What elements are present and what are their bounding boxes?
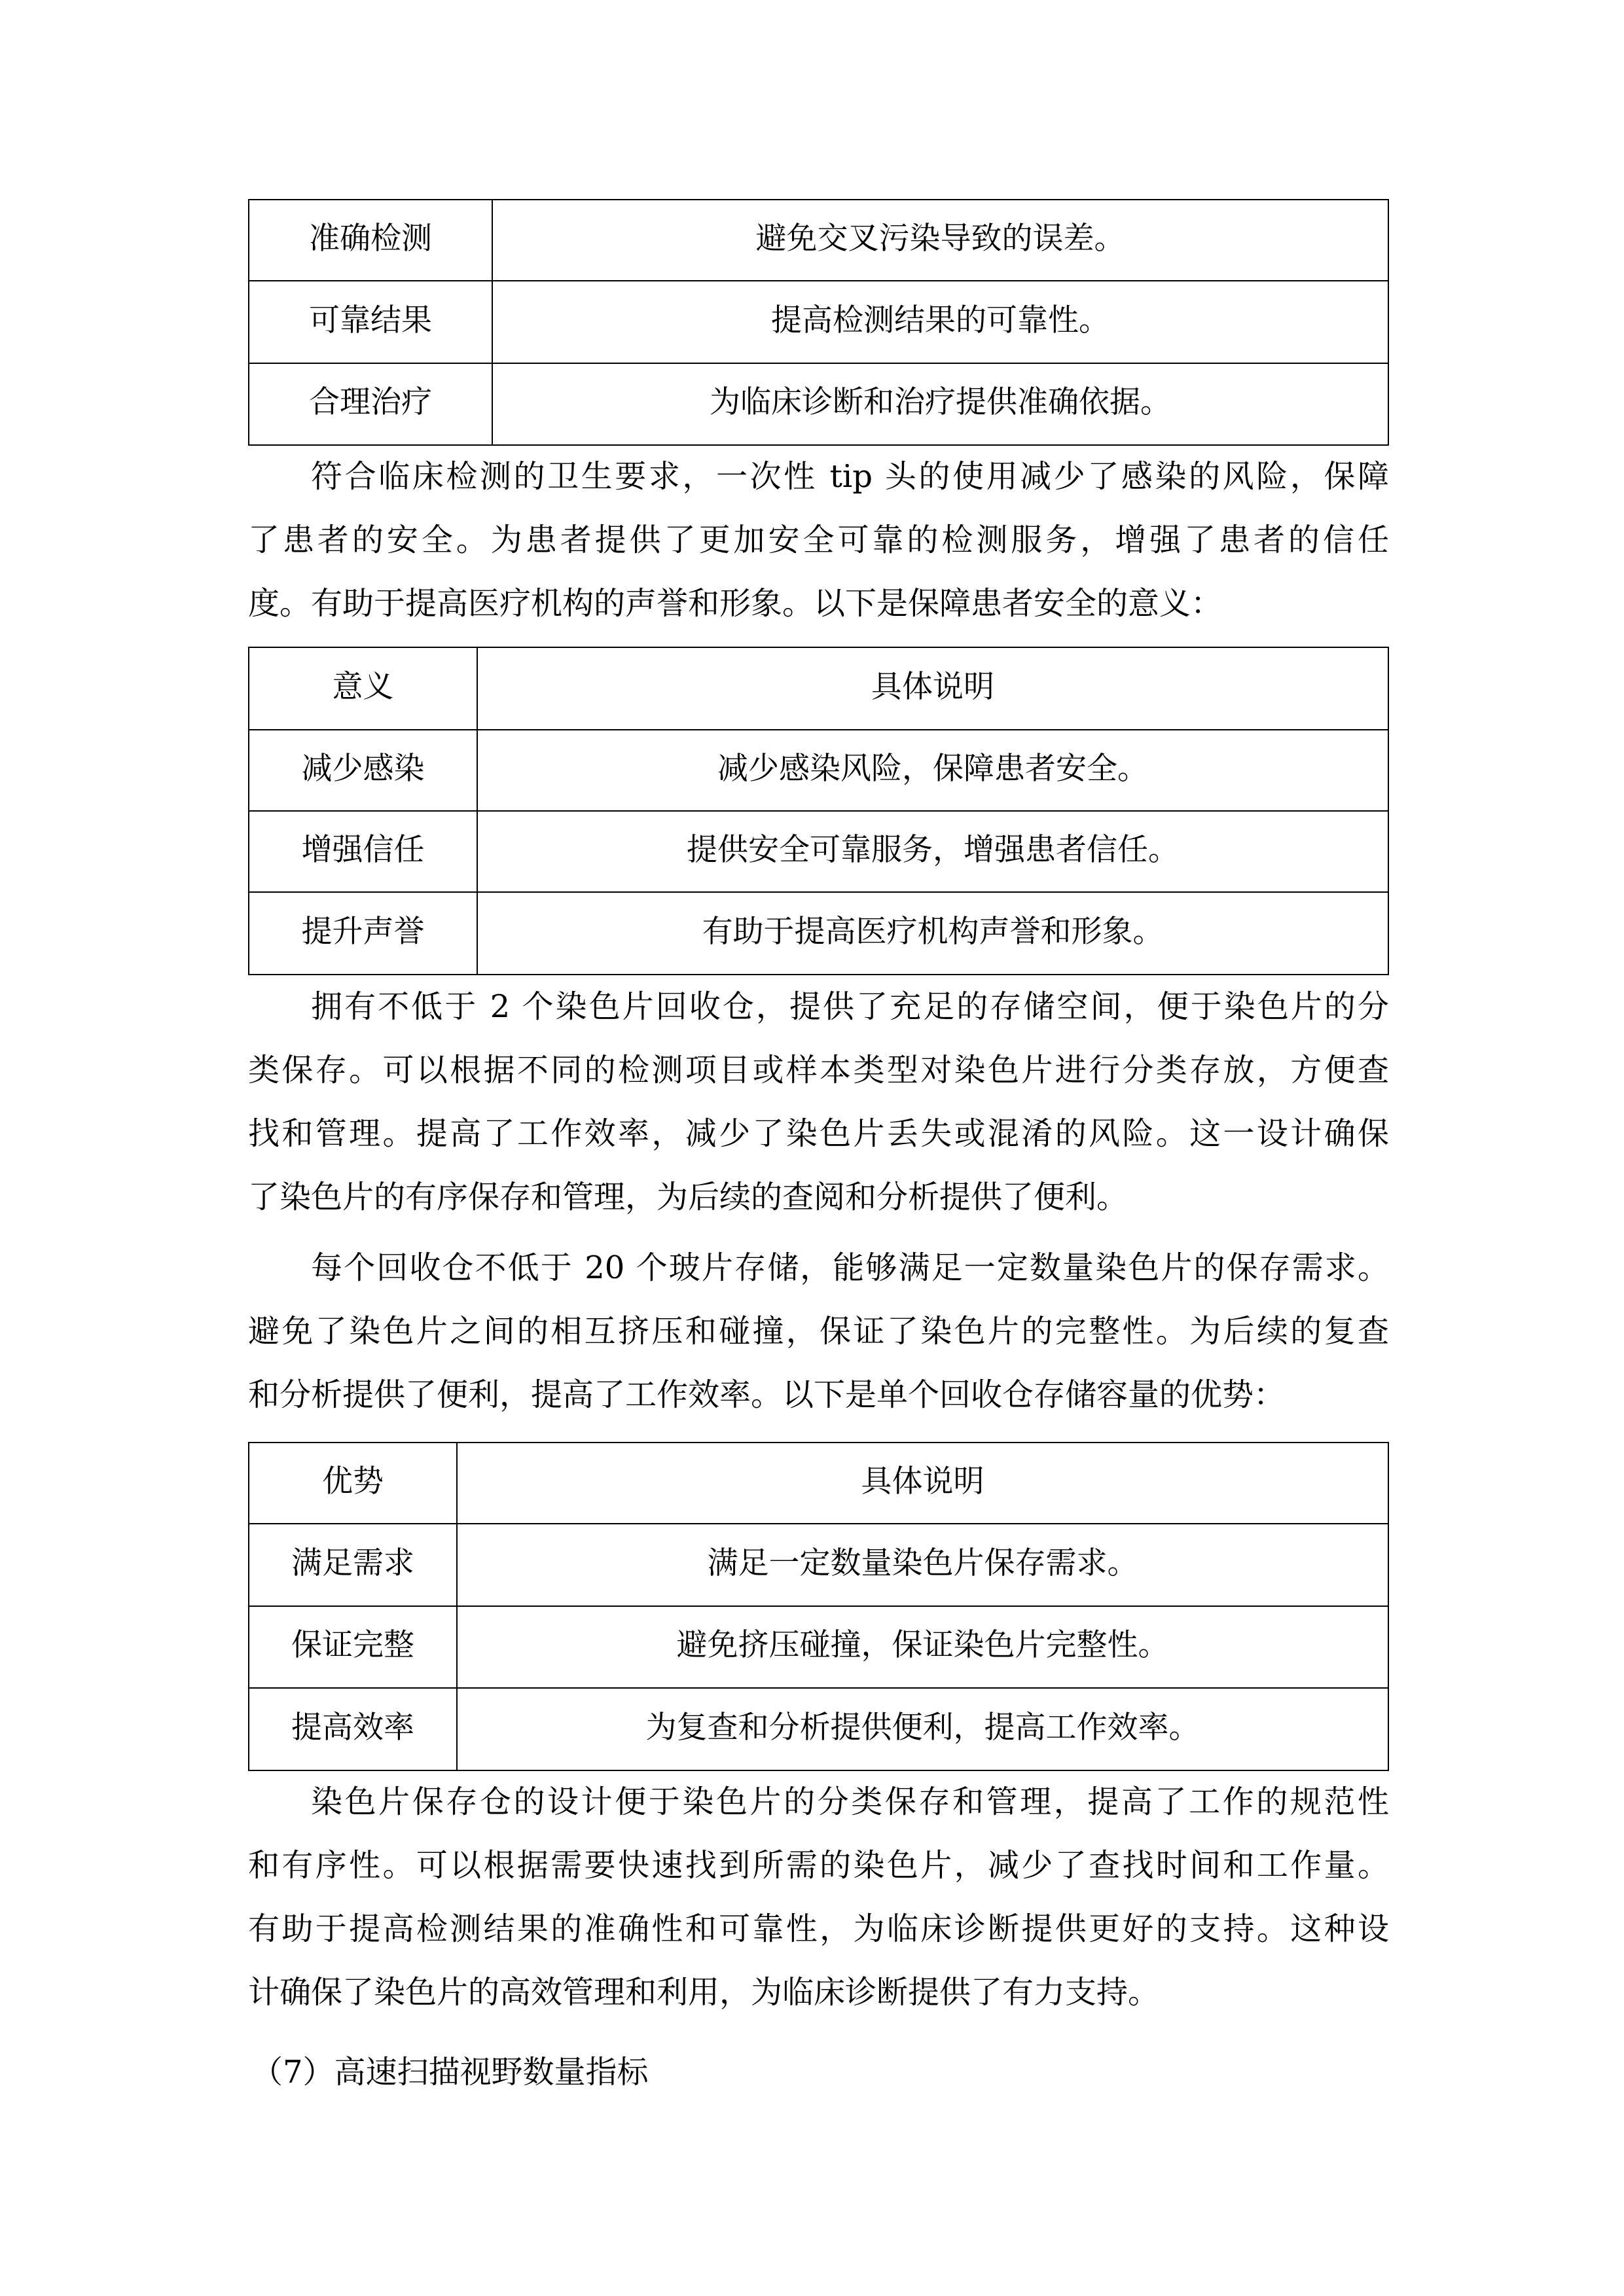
table-cell-item: 合理治疗	[249, 363, 492, 445]
paragraph-line: 符合临床检测的卫生要求，一次性 tip 头的使用减少了感染的风险，保障	[311, 458, 1389, 495]
paragraph-line: 和分析提供了便利，提高了工作效率。以下是单个回收仓存储容量的优势：	[248, 1376, 1286, 1413]
paragraph-recovery-bins	[248, 975, 1389, 1229]
table-cell-item: 意义	[249, 647, 477, 730]
patient-safety-significance-table	[248, 647, 1389, 975]
table-row	[249, 892, 1388, 975]
paragraph-line: 找和管理。提高了工作效率，减少了染色片丢失或混淆的风险。这一设计确保	[248, 1115, 1389, 1152]
table-row	[249, 811, 1388, 892]
table-row	[249, 730, 1388, 811]
table-cell-description: 避免交叉污染导致的误差。	[492, 200, 1388, 281]
bin-capacity-advantages-table	[248, 1442, 1389, 1771]
table-cell-item: 可靠结果	[249, 281, 492, 363]
table-cell-description: 提高检测结果的可靠性。	[492, 281, 1388, 363]
table-cell-description: 有助于提高医疗机构声誉和形象。	[477, 892, 1388, 975]
table-row	[249, 281, 1388, 363]
paragraph-bin-capacity	[248, 1236, 1389, 1427]
table-cell-description: 提供安全可靠服务，增强患者信任。	[477, 811, 1388, 892]
paragraph-line: 染色片保存仓的设计便于染色片的分类保存和管理，提高了工作的规范性	[311, 1784, 1389, 1820]
paragraph-patient-safety	[248, 445, 1389, 636]
paragraph-line: 类保存。可以根据不同的检测项目或样本类型对染色片进行分类存放，方便查	[248, 1052, 1389, 1088]
paragraph-line: 了患者的安全。为患者提供了更加安全可靠的检测服务，增强了患者的信任	[248, 522, 1389, 558]
table-cell-description: 具体说明	[477, 647, 1388, 730]
table-cell-description: 为临床诊断和治疗提供准确依据。	[492, 363, 1388, 445]
table-cell-item: 提高效率	[249, 1688, 457, 1770]
table-row	[249, 1524, 1388, 1606]
paragraph-line: 计确保了染色片的高效管理和利用，为临床诊断提供了有力支持。	[248, 1974, 1160, 2011]
table-cell-description: 避免挤压碰撞，保证染色片完整性。	[457, 1606, 1388, 1688]
table-row	[249, 363, 1388, 445]
table-cell-item: 减少感染	[249, 730, 477, 811]
table-cell-item: 提升声誉	[249, 892, 477, 975]
table-cell-description: 具体说明	[457, 1443, 1388, 1524]
section-heading: （7）高速扫描视野数量指标	[251, 2054, 649, 2090]
table-cell-item: 增强信任	[249, 811, 477, 892]
paragraph-line: 每个回收仓不低于 20 个玻片存储，能够满足一定数量染色片的保存需求。	[311, 1249, 1389, 1286]
paragraph-line: 和有序性。可以根据需要快速找到所需的染色片，减少了查找时间和工作量。	[248, 1847, 1389, 1884]
table-cell-item: 准确检测	[249, 200, 492, 281]
paragraph-line: 拥有不低于 2 个染色片回收仓，提供了充足的存储空间，便于染色片的分	[311, 988, 1389, 1025]
table-cell-item: 满足需求	[249, 1524, 457, 1606]
table-cell-item: 优势	[249, 1443, 457, 1524]
table-row	[249, 1606, 1388, 1688]
table-row	[249, 200, 1388, 281]
paragraph-line: 了染色片的有序保存和管理，为后续的查阅和分析提供了便利。	[248, 1179, 1128, 1215]
paragraph-line: 避免了染色片之间的相互挤压和碰撞，保证了染色片的完整性。为后续的复查	[248, 1313, 1389, 1350]
table-cell-description: 减少感染风险，保障患者安全。	[477, 730, 1388, 811]
table-cell-description: 为复查和分析提供便利，提高工作效率。	[457, 1688, 1388, 1770]
paragraph-line: 度。有助于提高医疗机构的声誉和形象。以下是保障患者安全的意义：	[248, 585, 1223, 622]
table-row	[249, 647, 1388, 730]
paragraph-line: 有助于提高检测结果的准确性和可靠性，为临床诊断提供更好的支持。这种设	[248, 1910, 1389, 1947]
table-cell-description: 满足一定数量染色片保存需求。	[457, 1524, 1388, 1606]
table-row	[249, 1688, 1388, 1770]
table-cell-item: 保证完整	[249, 1606, 457, 1688]
table-row	[249, 1443, 1388, 1524]
benefits-table-accuracy	[248, 199, 1389, 446]
paragraph-storage-design	[248, 1770, 1389, 2024]
